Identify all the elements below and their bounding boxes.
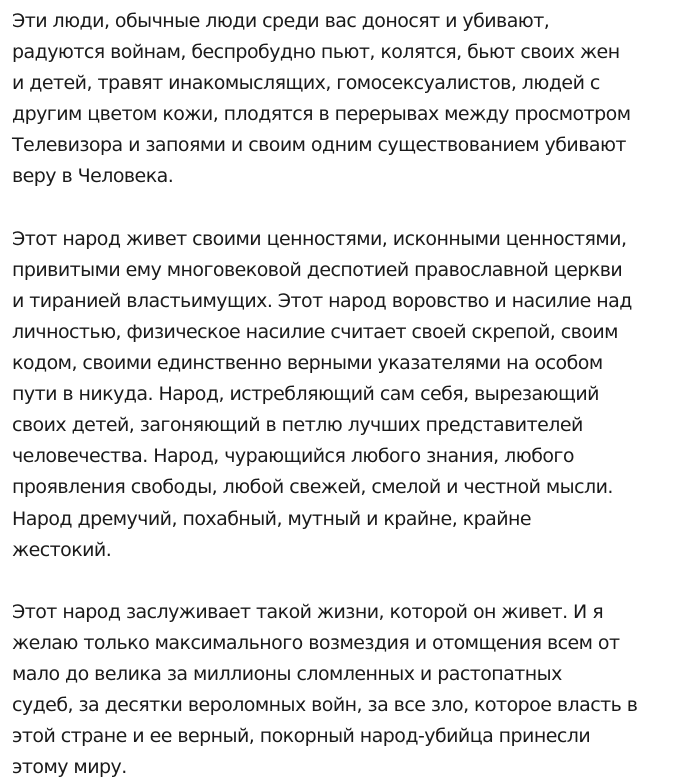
text-line: Телевизора и запоями и своим одним существованием убивают (12, 134, 626, 157)
text-line: привитыми ему многовековой деспотией православной церкви (12, 258, 623, 281)
paragraph-1 (12, 6, 686, 193)
paragraph-gap (12, 193, 686, 224)
text-line: судеб, за десятки вероломных войн, за все зло, которое власть в (12, 694, 638, 717)
paragraph-3 (12, 597, 686, 783)
text-line: этому миру. (12, 756, 127, 779)
text-line: Этот народ заслуживает такой жизни, которой он живет. И я (12, 600, 604, 623)
text-line: этой стране и ее верный, покорный народ-убийца принесли (12, 725, 591, 748)
paragraph-2 (12, 224, 686, 566)
text-line: Народ дремучий, похабный, мутный и крайне, крайне (12, 507, 532, 530)
text-line: и тиранией властьимущих. Этот народ воровство и насилие над (12, 289, 632, 312)
text-line: Эти люди, обычные люди среди вас доносят и убивают, (12, 10, 550, 32)
text-line: другим цветом кожи, плодятся в перерывах между просмотром (12, 103, 631, 126)
text-line: пути в никуда. Народ, истребляющий сам себя, вырезающий (12, 383, 599, 406)
text-line: жестокий. (12, 538, 112, 561)
text-line: кодом, своими единственно верными указателями на особом (12, 352, 603, 375)
text-line: Этот народ живет своими ценностями, исконными ценностями, (12, 227, 627, 250)
text-line: желаю только максимального возмездия и отомщения всем от (12, 631, 620, 654)
text-line: личностью, физическое насилие считает своей скрепой, своим (12, 320, 618, 343)
paragraph-gap (12, 566, 686, 597)
text-line: человечества. Народ, чурающийся любого знания, любого (12, 445, 574, 468)
text-line: своих детей, загоняющий в петлю лучших представителей (12, 414, 583, 437)
text-line: мало до велика за миллионы сломленных и растопатных (12, 662, 562, 685)
text-line: проявления свободы, любой свежей, смелой и честной мысли. (12, 476, 613, 499)
text-line: радуются войнам, беспробудно пьют, колятся, бьют своих жен (12, 41, 620, 64)
text-line: и детей, травят инакомыслящих, гомосексуалистов, людей с (12, 72, 600, 95)
text-line: веру в Человека. (12, 165, 174, 188)
